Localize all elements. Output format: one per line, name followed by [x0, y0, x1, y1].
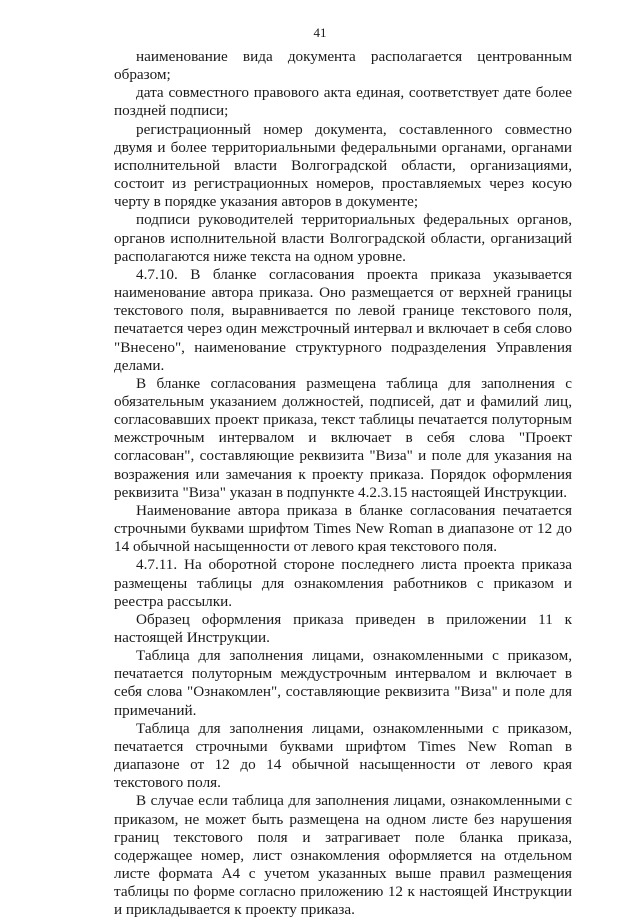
paragraph-approval-table: В бланке согласования размещена таблица для заполнения с обязательным указанием должностей, подписей, дат и фамилий лиц, согласовавших проект приказа, текст таблицы печатается полуторным межстрочным интервалом и включает в себя слова "Проект согласован", составляющие реквизита "Виза" и поле для указания на возражения или замечания к проекту приказа. Порядок оформления реквизита "Виза" указан в подпункте 4.2.3.15 настоящей Инструкции.	[114, 374, 572, 501]
paragraph-4-7-11: 4.7.11. На оборотной стороне последнего листа проекта приказа размещены таблицы для ознакомления работников с приказом и реестра рассылки.	[114, 556, 572, 610]
paragraph-4-7-10: 4.7.10. В бланке согласования проекта приказа указывается наименование автора приказа. Оно размещается от верхней границы текстового поля, выравнивается по левой границе текстового поля, печатается через один межстрочный интервал и включает в себя слово "Внесено", наименование структурного подразделения Управления делами.	[114, 265, 572, 374]
paragraph-separate-sheet: В случае если таблица для заполнения лицами, ознакомленными с приказом, не может быть размещена на одном листе без нарушения границ текстового поля и затрагивает поле бланка приказа, содержащее номер, лист ознакомления оформляется на отдельном листе формата А4 с учетом указанных выше правил размещения таблицы по форме согласно приложению 12 к настоящей Инструкции и прикладывается к проекту приказа.	[114, 792, 572, 919]
paragraph-acquaintance-table: Таблица для заполнения лицами, ознакомленными с приказом, печатается полуторным междустрочным интервалом и включает в себя слова "Ознакомлен", составляющие реквизита "Виза" и поле для примечаний.	[114, 647, 572, 719]
paragraph-registration-number: регистрационный номер документа, составленного совместно двумя и более территориальными федеральными органами, органами исполнительной власти Волгоградской области, организациями, состоит из регистрационных номеров, проставляемых через косую черту в порядке указания авторов в документе;	[114, 120, 572, 211]
document-body	[114, 48, 572, 920]
paragraph-acquaintance-font: Таблица для заполнения лицами, ознакомленными с приказом, печатается строчными буквами шрифтом Times New Roman в диапазоне от 12 до 14 обычной насыщенности от левого края текстового поля.	[114, 719, 572, 792]
paragraph-sample-reference: Образец оформления приказа приведен в приложении 11 к настоящей Инструкции.	[114, 610, 572, 646]
paragraph-doc-name-position: наименование вида документа располагается центрованным образом;	[114, 48, 572, 84]
paragraph-signatures: подписи руководителей территориальных федеральных органов, органов исполнительной власти Волгоградской области, организаций располагаются ниже текста на одном уровне.	[114, 211, 572, 265]
paragraph-author-font: Наименование автора приказа в бланке согласования печатается строчными буквами шрифтом Times New Roman в диапазоне от 12 до 14 обычной насыщенности от левого края текстового поля.	[114, 501, 572, 556]
page-number: 41	[313, 25, 327, 40]
paragraph-joint-act-date: дата совместного правового акта единая, соответствует дате более поздней подписи;	[114, 84, 572, 120]
